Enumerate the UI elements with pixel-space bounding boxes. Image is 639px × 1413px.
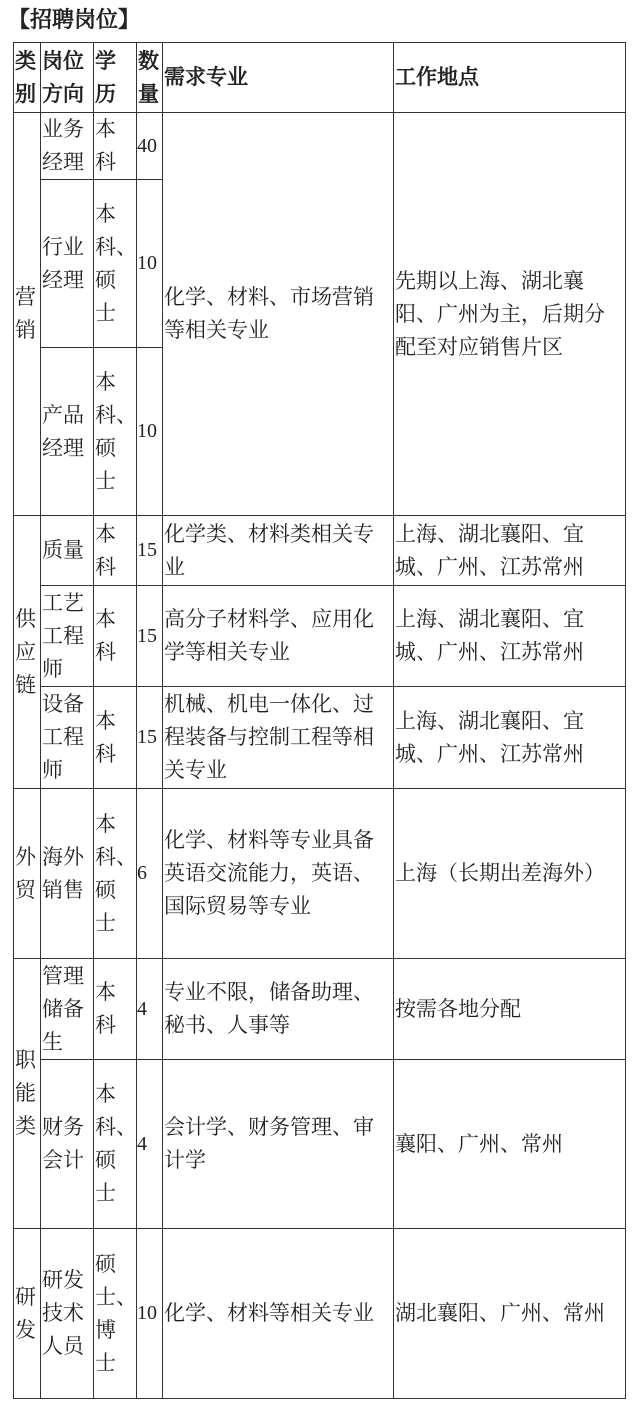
table-row [14, 1229, 626, 1399]
education-cell: 本科、硕士 [94, 180, 137, 348]
category-cell: 研发 [14, 1229, 41, 1399]
count-cell: 15 [137, 516, 163, 586]
table-row [14, 586, 626, 687]
category-cell: 职能类 [14, 959, 41, 1229]
education-cell: 本科、硕士 [94, 789, 137, 959]
direction-cell: 行业经理 [41, 180, 94, 348]
location-cell: 按需各地分配 [394, 959, 626, 1060]
count-cell: 10 [137, 180, 163, 348]
major-cell: 化学、材料等专业具备英语交流能力，英语、国际贸易等专业 [163, 789, 394, 959]
header-location: 工作地点 [394, 43, 626, 113]
table-row [14, 687, 626, 789]
direction-cell: 研发技术人员 [41, 1229, 94, 1399]
count-cell: 10 [137, 348, 163, 516]
location-cell: 先期以上海、湖北襄阳、广州为主，后期分配至对应销售片区 [394, 113, 626, 516]
header-category: 类别 [14, 43, 41, 113]
major-cell: 会计学、财务管理、审计学 [163, 1060, 394, 1229]
location-cell: 上海（长期出差海外） [394, 789, 626, 959]
count-cell: 6 [137, 789, 163, 959]
direction-cell: 财务会计 [41, 1060, 94, 1229]
count-cell: 4 [137, 959, 163, 1060]
job-positions-table [13, 42, 626, 1399]
count-cell: 15 [137, 687, 163, 789]
location-cell: 上海、湖北襄阳、宜城、广州、江苏常州 [394, 586, 626, 687]
location-cell: 上海、湖北襄阳、宜城、广州、江苏常州 [394, 516, 626, 586]
category-cell: 营销 [14, 113, 41, 516]
direction-cell: 产品经理 [41, 348, 94, 516]
category-cell: 供应链 [14, 516, 41, 789]
education-cell: 硕士、博士 [94, 1229, 137, 1399]
direction-cell: 管理储备生 [41, 959, 94, 1060]
education-cell: 本科 [94, 586, 137, 687]
count-cell: 15 [137, 586, 163, 687]
count-cell: 40 [137, 113, 163, 180]
direction-cell: 海外销售 [41, 789, 94, 959]
table-row [14, 789, 626, 959]
direction-cell: 质量 [41, 516, 94, 586]
major-cell: 专业不限，储备助理、秘书、人事等 [163, 959, 394, 1060]
education-cell: 本科 [94, 516, 137, 586]
header-count: 数量 [137, 43, 163, 113]
education-cell: 本科、硕士 [94, 348, 137, 516]
major-cell: 机械、机电一体化、过程装备与控制工程等相关专业 [163, 687, 394, 789]
location-cell: 湖北襄阳、广州、常州 [394, 1229, 626, 1399]
major-cell: 化学类、材料类相关专业 [163, 516, 394, 586]
table-row [14, 516, 626, 586]
education-cell: 本科 [94, 959, 137, 1060]
header-direction: 岗位方向 [41, 43, 94, 113]
education-cell: 本科 [94, 113, 137, 180]
header-row [14, 43, 626, 113]
category-cell: 外贸 [14, 789, 41, 959]
location-cell: 上海、湖北襄阳、宜城、广州、江苏常州 [394, 687, 626, 789]
location-cell: 襄阳、广州、常州 [394, 1060, 626, 1229]
count-cell: 10 [137, 1229, 163, 1399]
major-cell: 化学、材料、市场营销等相关专业 [163, 113, 394, 516]
header-major: 需求专业 [163, 43, 394, 113]
major-cell: 化学、材料等相关专业 [163, 1229, 394, 1399]
count-cell: 4 [137, 1060, 163, 1229]
direction-cell: 工艺工程师 [41, 586, 94, 687]
table-row [14, 113, 626, 180]
section-title: 【招聘岗位】 [8, 8, 141, 33]
header-education: 学历 [94, 43, 137, 113]
major-cell: 高分子材料学、应用化学等相关专业 [163, 586, 394, 687]
education-cell: 本科、硕士 [94, 1060, 137, 1229]
direction-cell: 设备工程师 [41, 687, 94, 789]
education-cell: 本科 [94, 687, 137, 789]
table-row [14, 1060, 626, 1229]
table-row [14, 959, 626, 1060]
direction-cell: 业务经理 [41, 113, 94, 180]
